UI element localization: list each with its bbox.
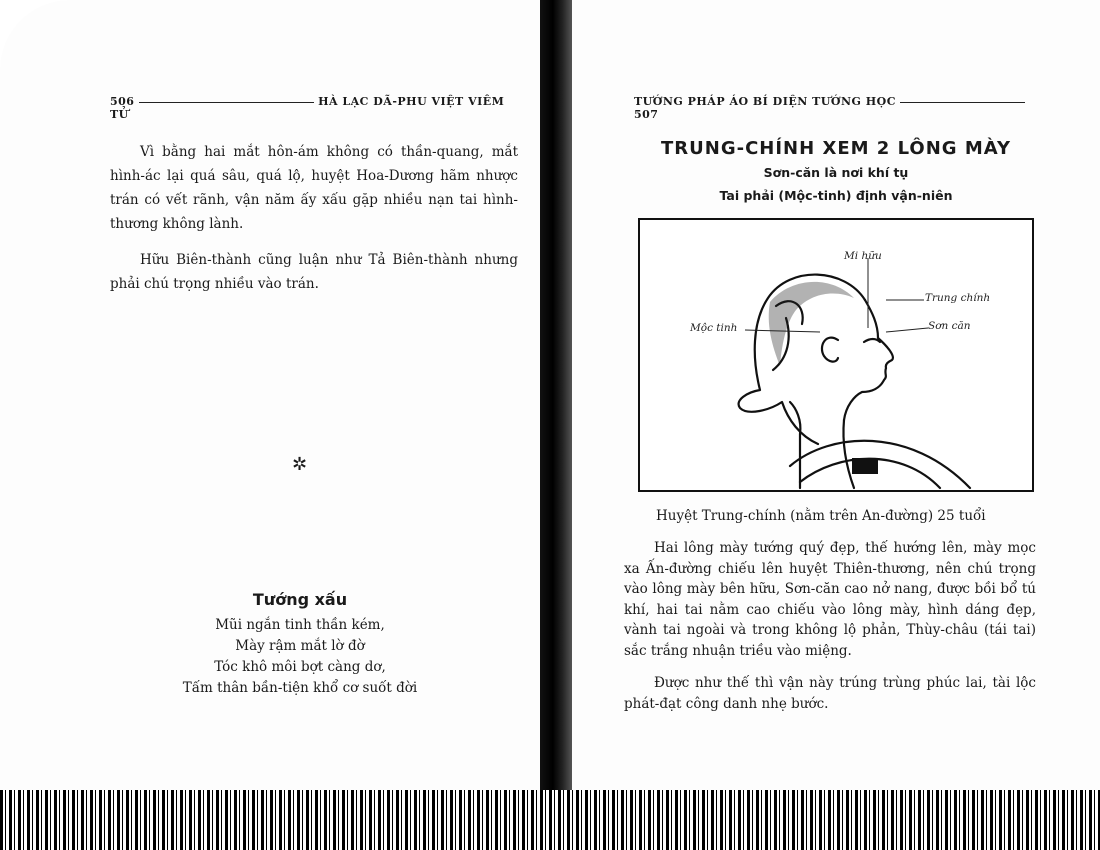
poem-line: Mày rậm mắt lờ đờ bbox=[235, 638, 365, 654]
poem-line: Tấm thân bần-tiện khổ cơ suốt đời bbox=[182, 680, 418, 696]
header-rule bbox=[139, 102, 314, 103]
right-page-title: TRUNG-CHÍNH XEM 2 LÔNG MÀY bbox=[661, 138, 1011, 159]
left-paragraph-1: Vì bằng hai mắt hôn-ám không có thần-quang, mắt hình-ác lại quá sâu, quá lộ, huyệt Hoa-Dương hãm nhược trán có vết rãnh, vận năm ấy xấu gặp nhiều nạn tai hình-thương không lành. bbox=[110, 144, 518, 232]
left-paragraph-2: Hữu Biên-thành cũng luận như Tả Biên-thành nhưng phải chú trọng nhiều vào trán. bbox=[110, 252, 518, 292]
figure-label-son-can: Sơn căn bbox=[928, 320, 971, 332]
poem bbox=[130, 590, 470, 699]
figure-label-moc-tinh: Mộc tinh bbox=[690, 322, 738, 334]
right-page-subtitle: Sơn-căn là nơi khí tụ bbox=[763, 165, 909, 180]
book-gutter bbox=[540, 0, 572, 790]
face-profile-illustration bbox=[640, 220, 1032, 490]
figure-label-mi-huu: Mi hữu bbox=[844, 250, 882, 262]
poem-line: Tóc khô môi bợt càng dơ, bbox=[214, 659, 386, 675]
face-profile-figure bbox=[638, 218, 1034, 492]
left-page-number: 506 bbox=[110, 95, 135, 108]
left-page bbox=[0, 0, 545, 790]
page-edge-strip bbox=[0, 790, 1100, 850]
poem-heading: Tướng xấu bbox=[252, 590, 348, 609]
left-header-title: HÀ LẠC DÃ-PHU VIỆT VIÊM TỬ bbox=[110, 95, 505, 121]
left-running-head bbox=[110, 95, 520, 121]
poem-line: Mũi ngắn tinh thần kém, bbox=[215, 617, 385, 633]
right-paragraph-1: Hai lông mày tướng quý đẹp, thế hướng lên, mày mọc xa Ấn-đường chiếu lên huyệt Thiên-thương, nên chú trọng vào lông mày bên hữu, Sơn-căn cao nở nang, được bồi bổ tú khí, hai tai nằm cao chiếu vào lông mày, hình dáng đẹp, vành tai ngoài và trong không lộ phản, Thùy-châu (tái tai) sắc trắng nhuận triều vào miệng. bbox=[624, 540, 1036, 659]
right-body-text bbox=[624, 538, 1036, 726]
figure-caption: Huyệt Trung-chính (nằm trên An-đường) 25 tuổi bbox=[656, 508, 986, 524]
right-page-number: 507 bbox=[634, 108, 659, 121]
right-page-subtitle: Tai phải (Mộc-tinh) định vận-niên bbox=[719, 188, 953, 203]
figure-ink-blot bbox=[852, 458, 878, 474]
right-running-head bbox=[634, 95, 1044, 121]
ornament-icon: ✲ bbox=[292, 454, 308, 475]
right-paragraph-2: Được như thế thì vận này trúng trùng phúc lai, tài lộc phát-đạt công danh nhẹ bước. bbox=[624, 675, 1036, 712]
header-rule bbox=[900, 102, 1025, 103]
right-header-title: TƯỚNG PHÁP ÁO BÍ DIỆN TƯỚNG HỌC bbox=[634, 95, 896, 108]
figure-label-trung-chinh: Trung chính bbox=[925, 292, 991, 304]
left-body-text bbox=[110, 140, 518, 308]
